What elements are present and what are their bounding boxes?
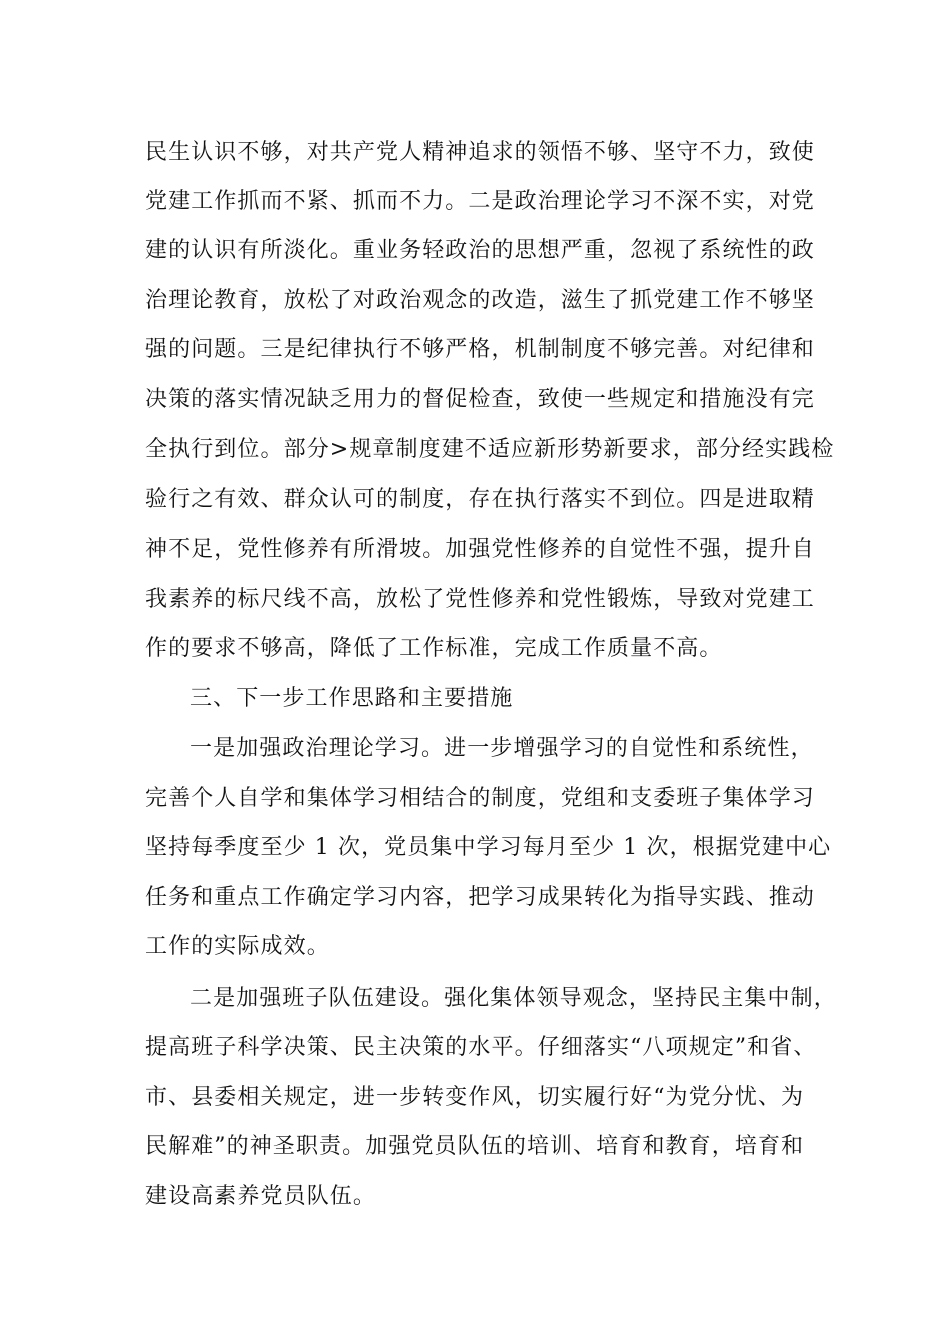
paragraph-line: 作的要求不够高，降低了工作标准，完成工作质量不高。 bbox=[145, 636, 723, 661]
paragraph-line: 任务和重点工作确定学习内容，把学习成果转化为指导实践、推动 bbox=[145, 885, 815, 910]
paragraph-line: 建设高素养党员队伍。 bbox=[145, 1184, 377, 1209]
paragraph-line: 验行之有效、群众认可的制度，存在执行落实不到位。四是进取精 bbox=[145, 487, 815, 512]
paragraph-line: 民解难”的神圣职责。加强党员队伍的培训、培育和教育，培育和 bbox=[145, 1134, 805, 1159]
paragraph-line: 民生认识不够，对共产党人精神追求的领悟不够、坚守不力，致使 bbox=[145, 140, 815, 165]
paragraph-line: 提高班子科学决策、民主决策的水平。仔细落实“八项规定”和省、 bbox=[145, 1035, 817, 1060]
paragraph-line: 二是加强班子队伍建设。强化集体领导观念，坚持民主集中制， bbox=[190, 986, 837, 1011]
paragraph-line: 建的认识有所淡化。重业务轻政治的思想严重，忽视了系统性的政 bbox=[145, 238, 815, 263]
paragraph-line: 治理论教育，放松了对政治观念的改造，滋生了抓党建工作不够坚 bbox=[145, 288, 815, 313]
paragraph-line: 党建工作抓而不紧、抓而不力。二是政治理论学习不深不实，对党 bbox=[145, 189, 815, 214]
paragraph-line: 完善个人自学和集体学习相结合的制度，党组和支委班子集体学习 bbox=[145, 786, 815, 811]
paragraph-line: 一是加强政治理论学习。进一步增强学习的自觉性和系统性， bbox=[190, 736, 814, 761]
paragraph-line: 神不足，党性修养有所滑坡。加强党性修养的自觉性不强，提升自 bbox=[145, 537, 815, 562]
paragraph-line: 强的问题。三是纪律执行不够严格，机制制度不够完善。对纪律和 bbox=[145, 337, 815, 362]
paragraph-line: 全执行到位。部分>规章制度建不适应新形势新要求，部分经实践检 bbox=[145, 437, 835, 462]
section-heading: 三、下一步工作思路和主要措施 bbox=[190, 686, 514, 711]
paragraph-line: 工作的实际成效。 bbox=[145, 934, 330, 959]
paragraph-line: 决策的落实情况缺乏用力的督促检查，致使一些规定和措施没有完 bbox=[145, 387, 815, 412]
paragraph-line: 坚持每季度至少 1 次，党员集中学习每月至少 1 次，根据党建中心 bbox=[145, 835, 832, 860]
paragraph-line: 市、县委相关规定，进一步转变作风，切实履行好“为党分忧、为 bbox=[145, 1085, 805, 1110]
paragraph-line: 我素养的标尺线不高，放松了党性修养和党性锻炼，导致对党建工 bbox=[145, 587, 815, 612]
